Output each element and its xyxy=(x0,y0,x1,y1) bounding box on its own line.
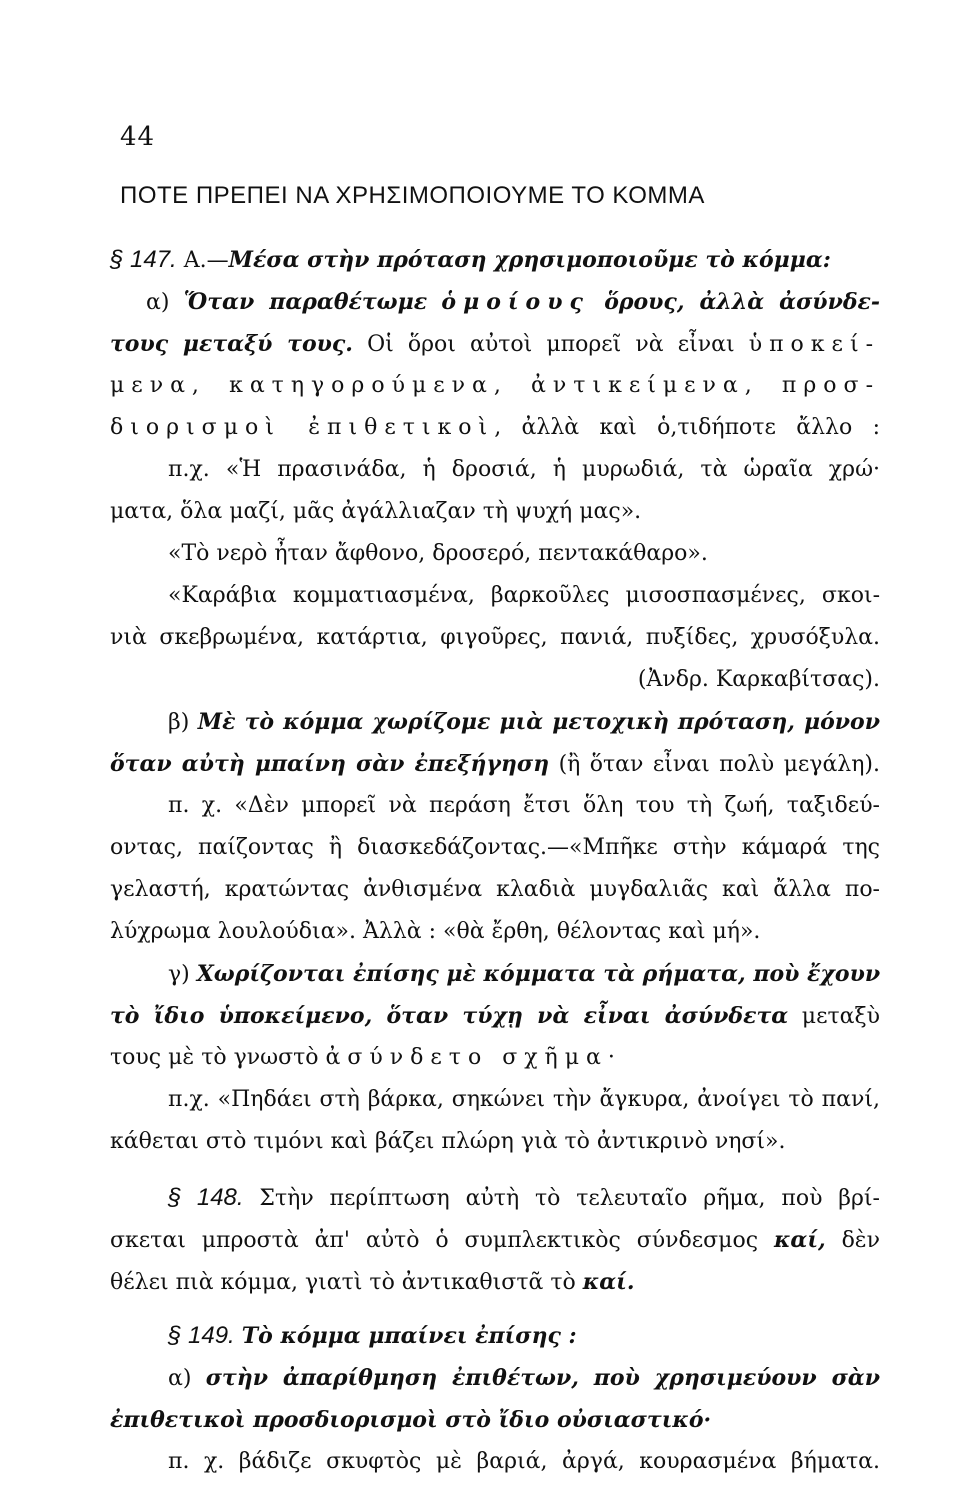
section-number: § 149. xyxy=(168,1322,235,1349)
s147-a-example1-line2: ματα, ὅλα μαζί, μᾶς ἀγάλλιαζαν τὴ ψυχή μας». xyxy=(110,499,642,524)
s147-b-example-line2: οντας, παίζοντας ἢ διασκεδάζοντας.—«Μπῆκε στὴν κάμαρά της xyxy=(110,835,880,860)
s149-a-line2: ἐπιθετικοὶ προσδιορισμοὶ στὸ ἴδιο οὐσιαστικό· xyxy=(110,1407,712,1433)
s147-a-line3: μενα, κατηγορούμενα, ἀντικείμενα, προσ- xyxy=(110,373,880,398)
s147-c-example-line1: π.χ. «Πηδάει στὴ βάρκα, σηκώνει τὴν ἄγκυρα, ἀνοίγει τὸ πανί, xyxy=(168,1087,880,1112)
s147-a-line2: τους μεταξύ τους. Οἱ ὅροι αὐτοὶ μπορεῖ νὰ εἶναι ὑποκεί- xyxy=(110,331,881,357)
s147-b-example-line1: π. χ. «Δὲν μπορεῖ νὰ περάση ἔτσι ὅλη του τὴ ζωή, ταξιδεύ- xyxy=(168,793,880,818)
s149-a-line1: α) στὴν ἀπαρίθμηση ἐπιθέτων, ποὺ χρησιμεύουν σὰν xyxy=(168,1365,880,1391)
section-title: Μέσα στὴν πρόταση χρησιμοποιοῦμε τὸ κόμμα: xyxy=(228,247,831,273)
s149-example: π. χ. βάδιζε σκυφτὸς μὲ βαριά, ἀργά, κουρασμένα βήματα. xyxy=(168,1449,880,1474)
section-title: Τὸ κόμμα μπαίνει ἐπίσης : xyxy=(241,1323,577,1349)
s147-a-example3-line1: «Καράβια κομματιασμένα, βαρκοῦλες μισοσπασμένες, σκοι- xyxy=(168,583,880,608)
s147-c-example-line2: κάθεται στὸ τιμόνι καὶ βάζει πλώρη γιὰ τὸ ἀντικρινὸ νησί». xyxy=(110,1129,786,1154)
s147-a-example1-line1: π.χ. «Ἡ πρασινάδα, ἡ δροσιά, ἡ μυρωδιά, τὰ ὡραῖα χρώ· xyxy=(168,457,880,482)
s149-heading xyxy=(110,1316,880,1356)
s147-b-line1: β) Μὲ τὸ κόμμα χωρίζομε μιὰ μετοχικὴ πρόταση, μόνον xyxy=(168,709,880,735)
s148-line2: σκεται μπροστὰ ἀπ' αὐτὸ ὁ συμπλεκτικὸς σύνδεσμος καί, δὲν xyxy=(110,1227,880,1253)
s148-line1: § 148. Στὴν περίπτωση αὐτὴ τὸ τελευταῖο ρῆμα, ποὺ βρί- xyxy=(168,1184,880,1211)
s147-c-line2: τὸ ἴδιο ὑποκείμενο, ὅταν τύχῃ νὰ εἶναι ἀσύνδετα μεταξὺ xyxy=(110,1003,880,1029)
s147-b-example-line3: γελαστή, κρατώντας ἀνθισμένα κλαδιὰ μυγδαλιᾶς καὶ ἄλλα πο- xyxy=(110,877,880,902)
s148-line3: θέλει πιὰ κόμμα, γιατὶ τὸ ἀντικαθιστᾶ τὸ καί. xyxy=(110,1269,635,1295)
attribution: (Ἀνδρ. Καρκαβίτσας). xyxy=(637,667,880,692)
s147-a-example2: «Τὸ νερὸ ἦταν ἄφθονο, δροσερό, πεντακάθαρο». xyxy=(168,541,708,566)
section-number: § 147. xyxy=(110,246,177,273)
s147-a-line4: διορισμοὶ ἐπιθετικοὶ, ἀλλὰ καὶ ὁ,τιδήποτε ἄλλο : xyxy=(110,415,880,440)
s147-b-line2: ὅταν αὐτὴ μπαίνη σὰν ἐπεξήγηση (ἢ ὅταν εἶναι πολὺ μεγάλη). xyxy=(110,751,880,777)
s147-a-example3-line2: νιὰ σκεβρωμένα, κατάρτια, φιγοῦρες, πανιά, πυξίδες, χρυσόξυλα. xyxy=(110,625,880,650)
subsection-label: Α.— xyxy=(183,248,229,273)
section-number: § 148. xyxy=(168,1184,244,1211)
s147-c-line3: τους μὲ τὸ γνωστὸ ἀσύνδετο σχῆμα· xyxy=(110,1045,622,1070)
s147-c-line1: γ) Χωρίζονται ἐπίσης μὲ κόμματα τὰ ρήματα, ποὺ ἔχουν xyxy=(168,961,881,987)
s147-heading xyxy=(110,240,880,280)
page-number: 44 xyxy=(120,122,156,152)
s147-b-example-line4: λύχρωμα λουλούδια». Ἀλλὰ : «θὰ ἔρθη, θέλοντας καὶ μή». xyxy=(110,919,761,944)
running-header: ΠΟΤΕ ΠΡΕΠΕΙ ΝΑ ΧΡΗΣΙΜΟΠΟΙΟΥΜΕ ΤΟ ΚΟΜΜΑ xyxy=(120,182,705,209)
s147-a-line1: α) Ὅταν παραθέτωμε ὁμοίους ὅρους, ἀλλὰ ἀσύνδε- xyxy=(146,289,881,315)
